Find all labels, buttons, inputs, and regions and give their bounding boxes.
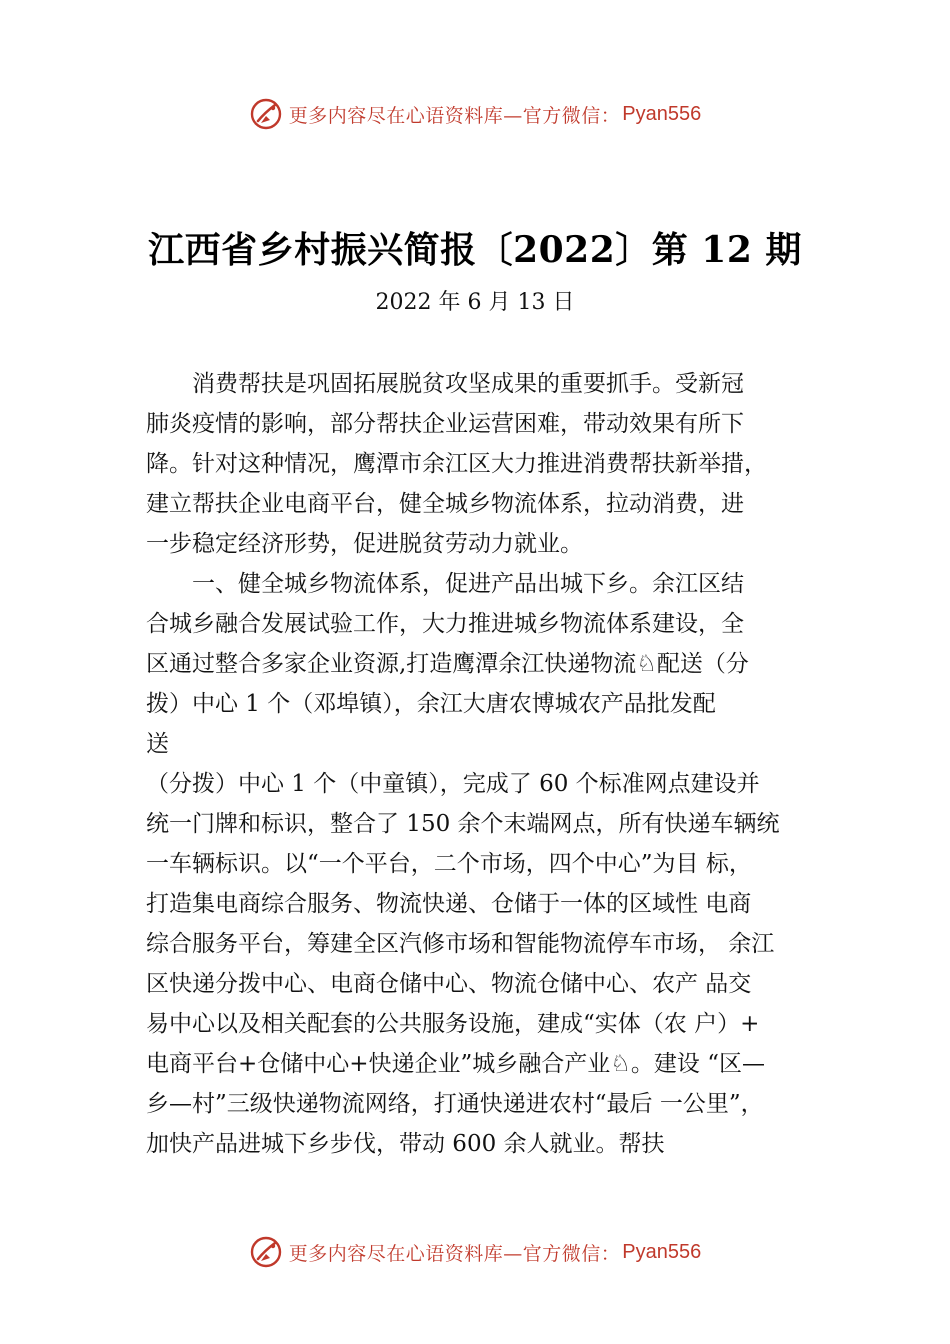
watermark-wechat-id: Pyan556 bbox=[622, 1240, 702, 1263]
text-line: 降。针对这种情况，鹰潭市余江区大力推进消费帮扶新举措， bbox=[146, 451, 767, 477]
document-title: 江西省乡村振兴简报〔2022〕第 12 期 bbox=[148, 229, 802, 271]
watermark-wechat-id: Pyan556 bbox=[622, 102, 702, 125]
text-line: 消费帮扶是巩固拓展脱贫攻坚成果的重要抓手。受新冠 bbox=[192, 371, 744, 397]
watermark-text: 更多内容尽在心语资料库—官方微信： bbox=[288, 1242, 621, 1265]
text-line: 一步稳定经济形势，促进脱贫劳动力就业。 bbox=[146, 531, 583, 557]
pen-seal-logo-icon bbox=[249, 1235, 283, 1269]
text-line: 送 bbox=[146, 731, 169, 757]
text-line: 肺炎疫情的影响，部分帮扶企业运营困难，带动效果有所下 bbox=[146, 411, 744, 437]
text-line: 综合服务平台，筹建全区汽修市场和智能物流停车市场， 余江 bbox=[146, 931, 775, 957]
text-line: 建立帮扶企业电商平台，健全城乡物流体系，拉动消费，进 bbox=[146, 491, 744, 517]
text-line: 区快递分拨中心、电商仓储中心、物流仓储中心、农产 品交 bbox=[146, 971, 752, 997]
text-line: 乡—村”三级快递物流网络，打通快递进农村“最后 一公里”， bbox=[146, 1091, 764, 1117]
text-line: 拨）中心 1 个（邓埠镇），余江大唐农博城农产品批发配 bbox=[146, 691, 716, 717]
text-line: （分拨）中心 1 个（中童镇），完成了 60 个标准网点建设并 bbox=[146, 771, 760, 797]
pen-seal-logo-icon bbox=[249, 97, 283, 131]
document-date: 2022 年 6 月 13 日 bbox=[375, 290, 575, 315]
text-line: 电商平台+仓储中心+快递企业”城乡融合产业♘。建设 “区— bbox=[146, 1051, 765, 1077]
text-line: 合城乡融合发展试验工作，大力推进城乡物流体系建设，全 bbox=[146, 611, 744, 637]
watermark-text: 更多内容尽在心语资料库—官方微信： bbox=[288, 104, 621, 127]
text-line: 易中心以及相关配套的公共服务设施，建成“实体（农 户）+ bbox=[146, 1011, 760, 1037]
text-line: 一、健全城乡物流体系，促进产品出城下乡。余江区结 bbox=[192, 571, 744, 597]
text-line: 打造集电商综合服务、物流快递、仓储于一体的区域性 电商 bbox=[146, 891, 752, 917]
header-watermark bbox=[0, 94, 950, 134]
text-line: 统一门牌和标识，整合了 150 余个末端网点，所有快递车辆统 bbox=[146, 811, 780, 837]
body-text bbox=[146, 364, 836, 1164]
text-line: 一车辆标识。以“一个平台，二个市场，四个中心”为目 标， bbox=[146, 851, 752, 877]
footer-watermark bbox=[0, 1232, 950, 1272]
text-line: 加快产品进城下乡步伐，带动 600 余人就业。帮扶 bbox=[146, 1131, 665, 1157]
text-line: 区通过整合多家企业资源,打造鹰潭余江快递物流♘配送（分 bbox=[146, 651, 749, 677]
